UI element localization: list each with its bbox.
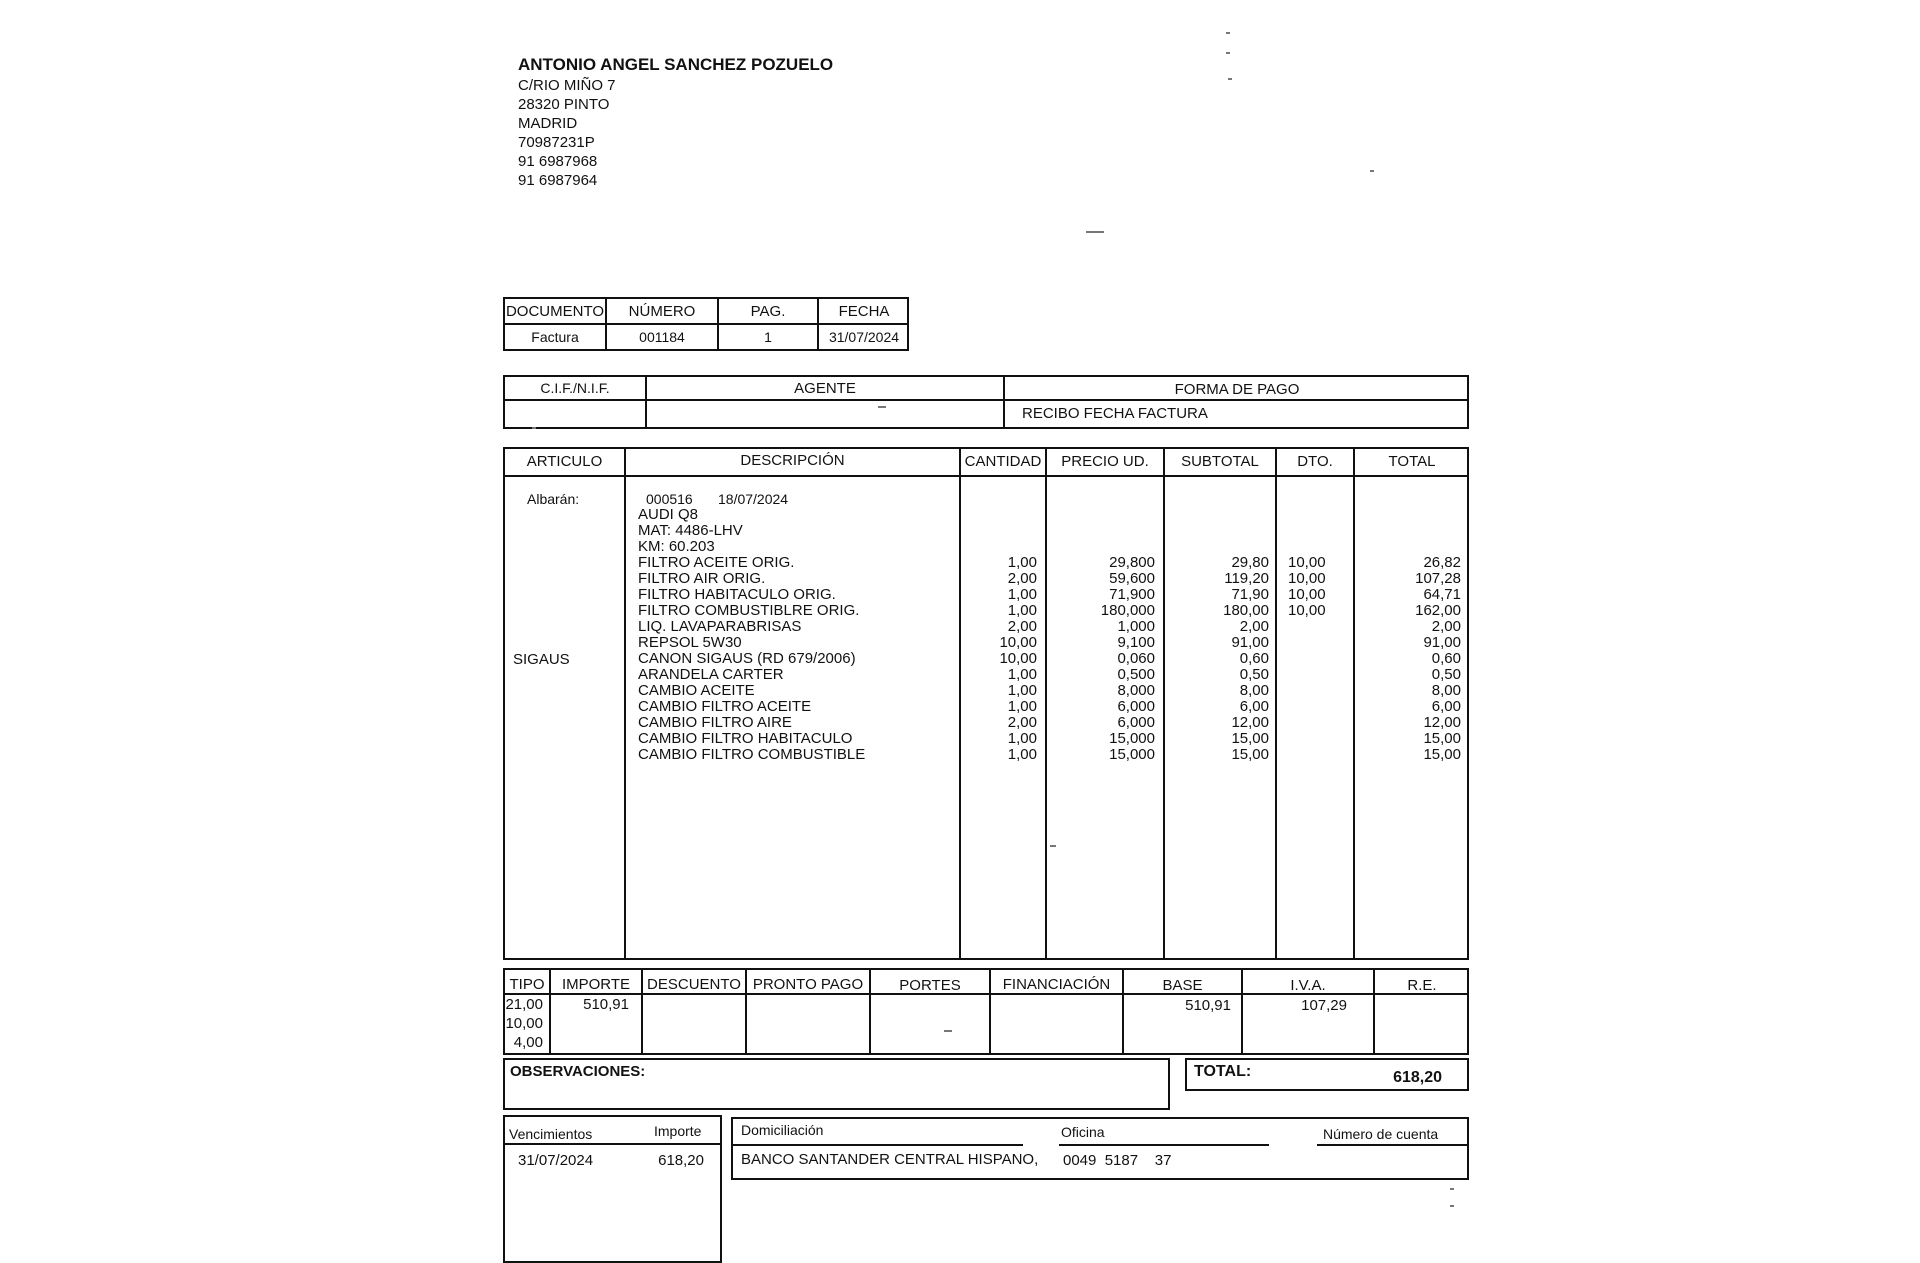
scan-speck <box>1086 231 1104 233</box>
item-qty: 2,00 <box>1007 714 1037 731</box>
oficina-value: 0049 5187 37 <box>1063 1152 1172 1169</box>
divider <box>503 1143 722 1145</box>
item-total: 12,00 <box>1423 714 1461 731</box>
col-header-total: TOTAL <box>1388 453 1436 470</box>
item-price: 0,500 <box>1117 666 1155 683</box>
item-desc: CANON SIGAUS (RD 679/2006) <box>638 650 856 667</box>
sender-province: MADRID <box>518 115 578 132</box>
item-qty: 1,00 <box>1007 586 1037 603</box>
item-qty: 10,00 <box>999 634 1037 651</box>
sender-nif: 70987231P <box>518 134 595 151</box>
item-price: 59,600 <box>1109 570 1155 587</box>
tax-header-descuento: DESCUENTO <box>647 976 741 993</box>
forma-pago-label: FORMA DE PAGO <box>1174 381 1300 398</box>
item-discounts <box>1288 555 1326 763</box>
scan-speck <box>1226 32 1230 34</box>
item-price: 180,000 <box>1100 602 1155 619</box>
item-subtotal: 8,00 <box>1239 682 1269 699</box>
item-price: 29,800 <box>1109 554 1155 571</box>
doc-value-numero: 001184 <box>639 329 685 345</box>
item-desc: FILTRO COMBUSTIBLRE ORIG. <box>638 602 860 619</box>
item-qty: 2,00 <box>1007 618 1037 635</box>
doc-label-numero: NÚMERO <box>628 303 696 320</box>
doc-value-pag: 1 <box>764 329 772 345</box>
scan-speck <box>1228 78 1232 80</box>
scan-speck <box>1450 1188 1454 1190</box>
item-desc: FILTRO ACEITE ORIG. <box>638 554 795 571</box>
tax-header-financiacion: FINANCIACIÓN <box>1002 976 1111 993</box>
tax-tipos <box>505 995 543 1052</box>
item-price: 9,100 <box>1117 634 1155 651</box>
item-total: 6,00 <box>1431 698 1461 715</box>
tax-tipo-3: 4,00 <box>513 1034 543 1051</box>
item-desc: CAMBIO FILTRO ACEITE <box>638 698 812 715</box>
item-qty: 2,00 <box>1007 570 1037 587</box>
domiciliacion-label: Domiciliación <box>741 1122 824 1138</box>
item-price: 15,000 <box>1109 730 1155 747</box>
item-price: 6,000 <box>1117 714 1155 731</box>
item-price: 6,000 <box>1117 698 1155 715</box>
item-price: 1,000 <box>1117 618 1155 635</box>
item-dto <box>1288 715 1326 731</box>
item-desc: CAMBIO ACEITE <box>638 682 755 699</box>
item-subtotal: 15,00 <box>1231 746 1269 763</box>
item-subtotal: 2,00 <box>1239 618 1269 635</box>
scan-speck <box>878 406 886 408</box>
sender-name: ANTONIO ANGEL SANCHEZ POZUELO <box>518 55 834 74</box>
item-qty: 10,00 <box>999 650 1037 667</box>
item-quantities <box>961 555 1037 763</box>
total-label: TOTAL: <box>1194 1063 1252 1080</box>
item-subtotal: 180,00 <box>1223 602 1269 619</box>
item-subtotal: 119,20 <box>1224 570 1269 587</box>
tax-header-tipo: TIPO <box>509 976 545 993</box>
tax-importe-value: 510,91 <box>583 996 629 1013</box>
item-total: 8,00 <box>1431 682 1461 699</box>
item-qty: 1,00 <box>1007 666 1037 683</box>
cuenta-label: Número de cuenta <box>1323 1126 1439 1142</box>
tax-header-re: R.E. <box>1407 977 1437 994</box>
item-dto: 10,00 <box>1288 570 1326 587</box>
item-qty: 1,00 <box>1007 554 1037 571</box>
item-qty: 1,00 <box>1007 746 1037 763</box>
divider <box>624 447 626 960</box>
doc-value-documento: Factura <box>531 329 579 345</box>
item-qty: 1,00 <box>1007 682 1037 699</box>
col-header-descripcion: DESCRIPCIÓN <box>740 452 845 469</box>
item-price: 15,000 <box>1109 746 1155 763</box>
col-header-articulo: ARTICULO <box>526 453 603 470</box>
item-total: 64,71 <box>1423 586 1461 603</box>
item-total: 15,00 <box>1423 730 1461 747</box>
item-desc: CAMBIO FILTRO COMBUSTIBLE <box>638 746 866 763</box>
tax-tipo-2: 10,00 <box>505 1015 543 1032</box>
item-price: 8,000 <box>1117 682 1155 699</box>
total-value: 618,20 <box>1393 1069 1442 1086</box>
item-desc: ARANDELA CARTER <box>638 666 784 683</box>
vehicle-km: KM: 60.203 <box>638 538 715 555</box>
oficina-label: Oficina <box>1061 1124 1105 1140</box>
vehicle-info <box>638 507 743 555</box>
scan-speck <box>1450 1205 1454 1207</box>
divider <box>1275 447 1277 960</box>
sender-city: 28320 PINTO <box>518 96 610 113</box>
tax-iva-value: 107,29 <box>1301 997 1347 1014</box>
col-header-subtotal: SUBTOTAL <box>1181 453 1259 470</box>
item-qty: 1,00 <box>1007 730 1037 747</box>
item-dto <box>1288 619 1326 635</box>
item-total: 91,00 <box>1423 634 1461 651</box>
item-dto <box>1288 731 1326 747</box>
item-total: 107,28 <box>1415 570 1461 587</box>
item-descriptions <box>638 555 865 763</box>
tax-header-importe: IMPORTE <box>561 976 631 993</box>
vencimientos-importe-label: Importe <box>654 1123 702 1139</box>
doc-value-fecha: 31/07/2024 <box>828 329 900 345</box>
vehicle-plate: MAT: 4486-LHV <box>638 522 743 539</box>
vencimiento-date: 31/07/2024 <box>518 1152 594 1169</box>
albaran-number: 000516 <box>646 491 693 507</box>
item-subtotal: 6,00 <box>1239 698 1269 715</box>
albaran-date: 18/07/2024 <box>718 491 789 507</box>
item-total: 0,60 <box>1431 650 1461 667</box>
item-totals <box>1355 555 1461 763</box>
col-header-precio: PRECIO UD. <box>1061 453 1149 470</box>
item-total: 15,00 <box>1423 746 1461 763</box>
item-dto <box>1288 651 1326 667</box>
col-header-dto: DTO. <box>1297 453 1333 470</box>
tax-header-pronto-pago: PRONTO PAGO <box>752 976 864 993</box>
scan-speck <box>532 427 536 429</box>
item-total: 162,00 <box>1415 602 1461 619</box>
item-subtotal: 0,50 <box>1239 666 1269 683</box>
divider <box>503 323 909 325</box>
divider <box>733 1144 1023 1146</box>
divider <box>503 399 1469 401</box>
tax-header-base: BASE <box>1162 977 1203 994</box>
tax-header-iva: I.V.A. <box>1290 977 1326 994</box>
item-price: 0,060 <box>1117 650 1155 667</box>
doc-label-documento: DOCUMENTO <box>505 303 605 320</box>
item-subtotal: 71,90 <box>1231 586 1269 603</box>
forma-pago-value: RECIBO FECHA FACTURA <box>1022 405 1208 422</box>
divider <box>1317 1144 1467 1146</box>
scan-speck <box>944 1030 952 1032</box>
item-dto <box>1288 635 1326 651</box>
sender-block <box>518 54 833 190</box>
cif-label: C.I.F./N.I.F. <box>540 380 610 396</box>
doc-label-pag: PAG. <box>750 303 786 320</box>
item-subtotal: 12,00 <box>1231 714 1269 731</box>
divider <box>503 475 1469 477</box>
item-prices <box>1047 555 1155 763</box>
item-qty: 1,00 <box>1007 698 1037 715</box>
item-dto: 10,00 <box>1288 586 1326 603</box>
scan-speck <box>1370 170 1374 172</box>
item-dto: 10,00 <box>1288 554 1326 571</box>
vencimientos-label: Vencimientos <box>509 1126 593 1142</box>
sigaus-label: SIGAUS <box>513 651 570 668</box>
item-desc: LIQ. LAVAPARABRISAS <box>638 618 802 635</box>
item-dto <box>1288 683 1326 699</box>
item-desc: CAMBIO FILTRO HABITACULO <box>638 730 853 747</box>
bank-name: BANCO SANTANDER CENTRAL HISPANO, <box>741 1151 1039 1168</box>
scan-speck <box>1050 845 1056 847</box>
item-desc: REPSOL 5W30 <box>638 634 742 651</box>
agente-label: AGENTE <box>794 380 856 397</box>
vencimiento-amount: 618,20 <box>658 1152 704 1169</box>
item-dto <box>1288 667 1326 683</box>
divider <box>1059 1144 1269 1146</box>
item-total: 0,50 <box>1431 666 1461 683</box>
item-subtotal: 0,60 <box>1239 650 1269 667</box>
item-qty: 1,00 <box>1007 602 1037 619</box>
item-subtotal: 15,00 <box>1231 730 1269 747</box>
tax-tipo-1: 21,00 <box>505 996 543 1013</box>
item-price: 71,900 <box>1109 586 1155 603</box>
item-total: 2,00 <box>1431 618 1461 635</box>
sender-phone-1: 91 6987968 <box>518 153 598 170</box>
item-desc: FILTRO HABITACULO ORIG. <box>638 586 836 603</box>
tax-base-value: 510,91 <box>1185 997 1231 1014</box>
item-desc: FILTRO AIR ORIG. <box>638 570 766 587</box>
item-dto <box>1288 699 1326 715</box>
doc-label-fecha: FECHA <box>838 303 890 320</box>
vehicle-model: AUDI Q8 <box>638 506 699 523</box>
item-total: 26,82 <box>1423 554 1461 571</box>
item-subtotal: 29,80 <box>1231 554 1269 571</box>
tax-header-portes: PORTES <box>899 977 961 994</box>
item-subtotals <box>1165 555 1269 763</box>
sender-phone-2: 91 6987964 <box>518 172 598 189</box>
item-dto: 10,00 <box>1288 602 1326 619</box>
observaciones-label: OBSERVACIONES: <box>510 1063 646 1080</box>
sender-address: C/RIO MIÑO 7 <box>518 77 616 94</box>
scan-speck <box>1226 52 1230 54</box>
col-header-cantidad: CANTIDAD <box>964 453 1042 470</box>
item-dto <box>1288 747 1326 763</box>
item-desc: CAMBIO FILTRO AIRE <box>638 714 792 731</box>
albaran-label: Albarán: <box>527 491 580 507</box>
item-subtotal: 91,00 <box>1231 634 1269 651</box>
